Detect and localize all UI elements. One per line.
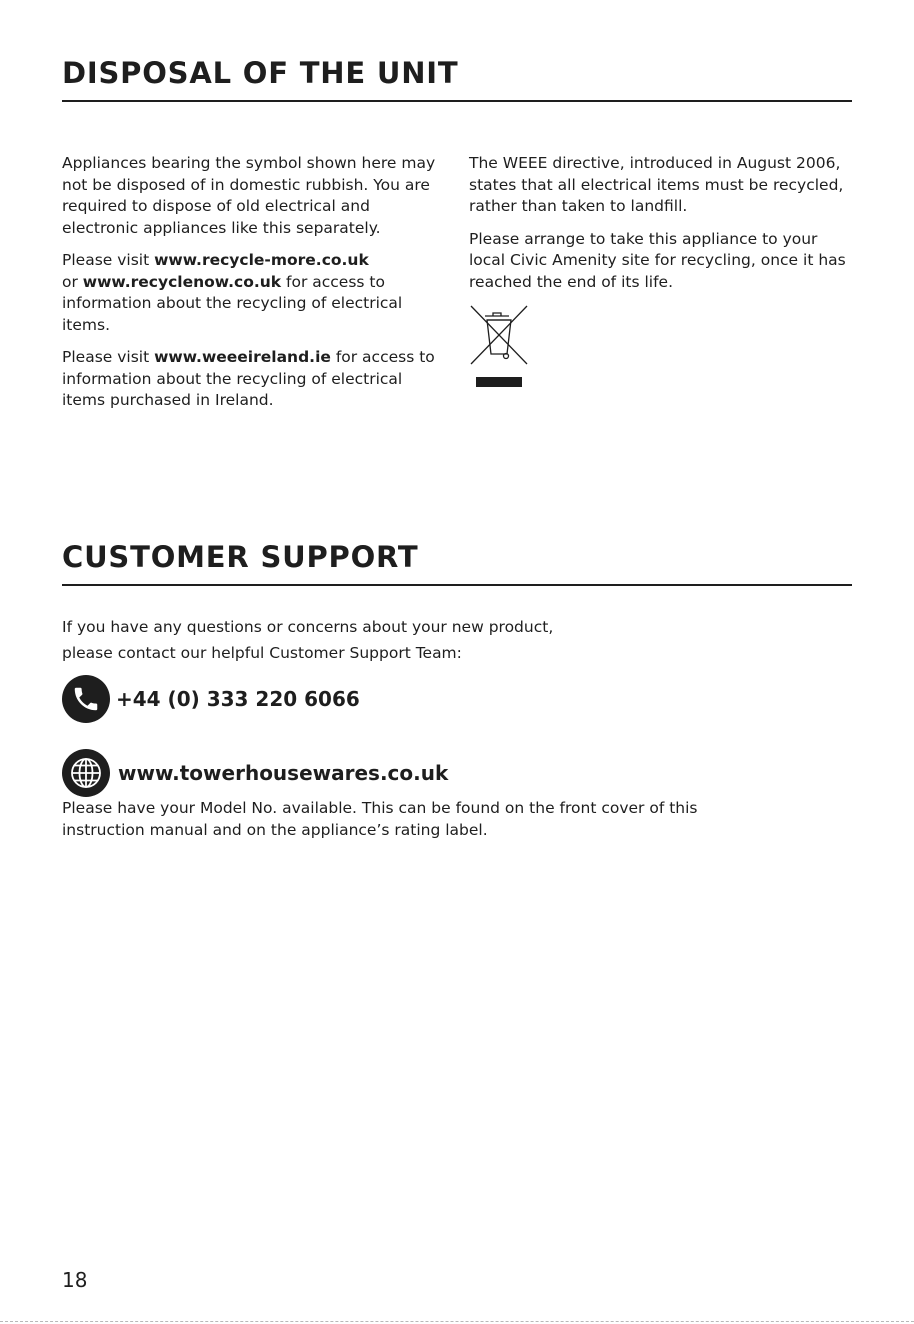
phone-icon [62,675,110,723]
disposal-left-column [62,153,447,423]
recycle-more-link[interactable]: www.recycle-more.co.uk [154,251,369,269]
support-intro-line-1: If you have any questions or concerns about your new product, [62,618,554,636]
paragraph-text: Please visit [62,251,155,269]
disposal-right-column [469,153,854,304]
weeeireland-link[interactable]: www.weeeireland.ie [154,348,331,366]
phone-number[interactable]: +44 (0) 333 220 6066 [116,687,360,711]
website-contact [62,749,448,797]
paragraph-text: or [62,272,83,291]
recyclenow-link[interactable]: www.recyclenow.co.uk [82,272,282,291]
paragraph-text: for access to information about the recycling of electrical items purchased in Ireland. [62,348,435,409]
support-intro-line-2: please contact our helpful Customer Support Team: [62,644,462,662]
support-heading: CUSTOMER SUPPORT [62,540,419,574]
weee-paragraph-1: The WEEE directive, introduced in August 2006, states that all electrical items must be recycled, rather than taken to landfill. [469,154,844,215]
disposal-paragraph-3 [62,347,447,412]
paragraph-text: Please visit [62,348,155,366]
disposal-paragraph-2 [62,250,447,336]
disposal-paragraph-1: Appliances bearing the symbol shown here may not be disposed of in domestic rubbish. You are required to dispose of old electrical and electronic appliances like this separately. [62,154,436,237]
globe-icon [62,749,110,797]
model-number-note: Please have your Model No. available. This can be found on the front cover of this instruction manual and on the appliance’s rating label. [62,799,698,839]
support-intro [62,614,553,666]
disposal-divider [62,100,852,102]
page-bottom-edge [0,1321,914,1322]
disposal-heading: DISPOSAL OF THE UNIT [62,56,459,90]
phone-contact [62,675,360,723]
weee-paragraph-2: Please arrange to take this appliance to your local Civic Amenity site for recycling, once it has reached the end of its life. [469,229,846,291]
paragraph-text: for access to information about the recycling of electrical items. [62,272,403,334]
support-divider [62,584,852,586]
crossed-out-wheelie-bin-icon [469,304,529,390]
page-number: 18 [62,1268,88,1292]
website-link[interactable]: www.towerhousewares.co.uk [118,761,449,785]
